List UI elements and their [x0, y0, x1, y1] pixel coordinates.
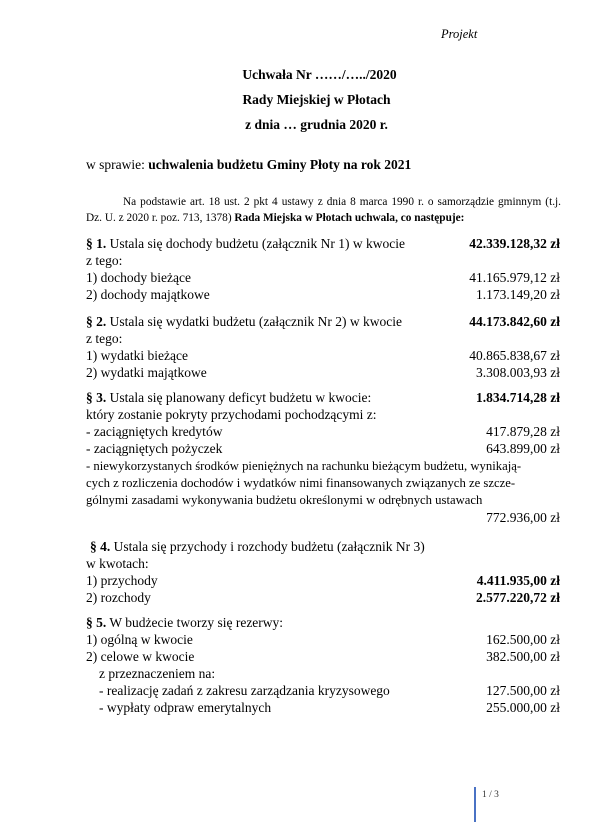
- item-label: - realizację zadań z zakresu zarządzania kryzysowego: [99, 683, 390, 698]
- item-amount: 417.879,28 zł: [486, 424, 560, 439]
- item-amount: 40.865.838,67 zł: [469, 348, 560, 363]
- item-label: 2) celowe w kwocie: [86, 649, 195, 664]
- section-4-header: [90, 538, 560, 556]
- item-amount: 3.308.003,93 zł: [476, 365, 560, 380]
- item-label: cych z rozliczenia dochodów i wydatków nimi finansowanych związanych ze szcze-: [86, 476, 516, 490]
- section-2-text: Ustala się wydatki budżetu (załącznik Nr 2) w kwocie: [106, 314, 403, 329]
- section-2-sublabel-text: z tego:: [86, 331, 123, 346]
- item-amount: 2.577.220,72 zł: [476, 590, 560, 605]
- section-3-long-item-line-3: [86, 491, 560, 509]
- subject-text: uchwalenia budżetu Gminy Płoty na rok 2021: [148, 157, 412, 172]
- item-amount: 772.936,00 zł: [486, 510, 560, 525]
- preamble-legal-basis: Dz. U. z 2020 r. poz. 713, 1378): [86, 212, 235, 224]
- section-1-header: [86, 235, 560, 253]
- page-number: 1 / 3: [482, 790, 499, 800]
- draft-label: Projekt: [441, 27, 478, 41]
- footer-divider: [474, 787, 476, 822]
- preamble-line-1: Na podstawie art. 18 ust. 2 pkt 4 ustawy z dnia 8 marca 1990 r. o samorządzie gminnym (t.j.: [123, 196, 561, 208]
- resolution-number: Uchwała Nr ……/…../2020: [242, 67, 397, 82]
- item-label: - niewykorzystanych środków pieniężnych na rachunku bieżącym budżetu, wynikają-: [86, 459, 522, 473]
- section-1-amount: 42.339.128,32 zł: [469, 236, 560, 251]
- section-3-sublabel-text: który zostanie pokryty przychodami pochodzącymi z:: [86, 407, 377, 422]
- council-name: Rady Miejskiej w Płotach: [242, 92, 391, 107]
- item-label: 2) dochody majątkowe: [86, 287, 210, 302]
- section-2-amount: 44.173.842,60 zł: [469, 314, 560, 329]
- section-3-sublabel: [86, 406, 560, 424]
- resolution-subject: [86, 157, 411, 173]
- item-amount: 162.500,00 zł: [486, 632, 560, 647]
- section-5-title: [86, 614, 283, 632]
- section-4-text: Ustala się przychody i rozchody budżetu (załącznik Nr 3): [110, 539, 425, 554]
- section-3-text: Ustala się planowany deficyt budżetu w kwocie:: [106, 390, 372, 405]
- subject-prefix: w sprawie:: [86, 157, 149, 172]
- section-3-title: [86, 389, 371, 407]
- section-5-sublabel: [99, 665, 560, 683]
- section-2-header: [86, 313, 560, 331]
- section-3-header: [86, 389, 560, 407]
- item-label: - wypłaty odpraw emerytalnych: [99, 700, 272, 715]
- section-1-item: [86, 269, 560, 287]
- section-5-mark: § 5.: [86, 615, 107, 630]
- resolution-date: z dnia … grudnia 2020 r.: [245, 117, 388, 132]
- section-2-item: [86, 364, 560, 382]
- section-3-amount: 1.834.714,28 zł: [476, 390, 560, 405]
- item-label: 2) rozchody: [86, 590, 151, 605]
- section-2-mark: § 2.: [86, 314, 107, 329]
- section-5-item: [86, 648, 560, 666]
- section-4-sublabel-text: w kwotach:: [86, 556, 149, 571]
- preamble-resolves: Rada Miejska w Płotach uchwala, co następuje:: [234, 212, 465, 224]
- preamble-line-2: [86, 210, 561, 226]
- section-1-item: [86, 286, 560, 304]
- section-3-mark: § 3.: [86, 390, 107, 405]
- section-1-mark: § 1.: [86, 236, 107, 251]
- section-4-title: [90, 538, 425, 556]
- item-amount: 382.500,00 zł: [486, 649, 560, 664]
- section-2-title: [86, 313, 402, 331]
- section-3-long-item-line-1: [86, 457, 560, 475]
- section-4-mark: § 4.: [90, 539, 111, 554]
- item-label: 1) dochody bieżące: [86, 270, 191, 285]
- section-3-item: [86, 423, 560, 441]
- section-5-item: [86, 631, 560, 649]
- section-5-sub-item: [99, 699, 560, 717]
- section-2-item: [86, 347, 560, 365]
- item-amount: 255.000,00 zł: [486, 700, 560, 715]
- item-amount: 127.500,00 zł: [486, 683, 560, 698]
- section-4-item: [86, 589, 560, 607]
- item-label: 1) wydatki bieżące: [86, 348, 188, 363]
- item-label: 1) ogólną w kwocie: [86, 632, 193, 647]
- section-5-header: [86, 614, 560, 632]
- section-5-sub-item: [99, 682, 560, 700]
- section-2-sublabel: [86, 330, 560, 348]
- item-amount: 41.165.979,12 zł: [469, 270, 560, 285]
- section-1-sublabel-text: z tego:: [86, 253, 123, 268]
- item-label: - zaciągniętych pożyczek: [86, 441, 223, 456]
- item-label: 1) przychody: [86, 573, 158, 588]
- item-amount: 1.173.149,20 zł: [476, 287, 560, 302]
- item-amount: 643.899,00 zł: [486, 441, 560, 456]
- section-1-sublabel: [86, 252, 560, 270]
- item-label: gólnymi zasadami wykonywania budżetu określonymi w odrębnych ustawach: [86, 493, 483, 507]
- item-amount: 4.411.935,00 zł: [476, 573, 560, 588]
- section-3-long-item-amount: [86, 509, 560, 527]
- section-4-sublabel: [86, 555, 560, 573]
- item-label: - zaciągniętych kredytów: [86, 424, 223, 439]
- section-5-sublabel-text: z przeznaczeniem na:: [99, 666, 216, 681]
- section-3-item: [86, 440, 560, 458]
- section-1-text: Ustala się dochody budżetu (załącznik Nr 1) w kwocie: [106, 236, 406, 251]
- section-3-long-item-line-2: [86, 474, 560, 492]
- item-label: 2) wydatki majątkowe: [86, 365, 207, 380]
- section-5-text: W budżecie tworzy się rezerwy:: [106, 615, 284, 630]
- section-1-title: [86, 235, 405, 253]
- section-4-item: [86, 572, 560, 590]
